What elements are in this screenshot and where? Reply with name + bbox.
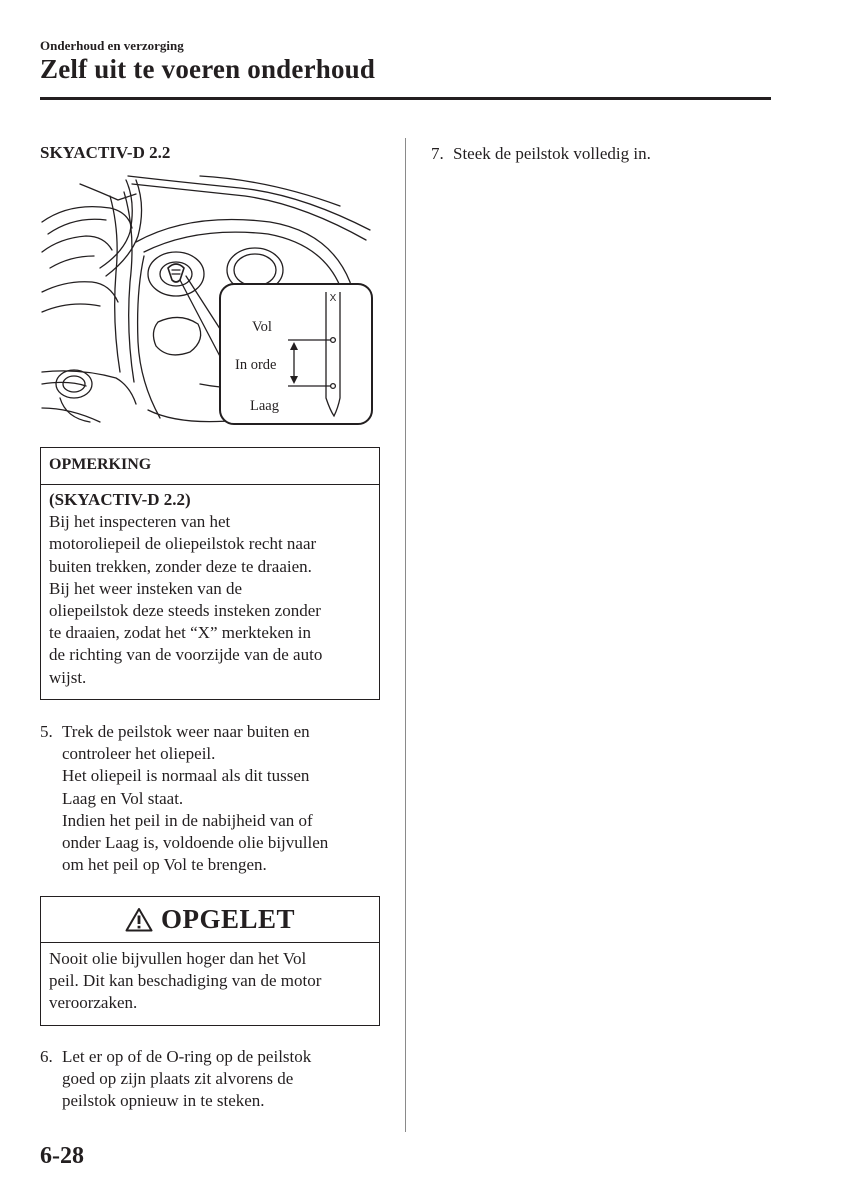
step-number: 7. [431,144,444,163]
caution-heading [41,897,379,943]
note-line: Bij het inspecteren van het [49,512,231,532]
caution-line: veroorzaken. [49,993,138,1013]
step-7 [431,143,771,165]
caution-body [41,943,379,1015]
label-in-orde: In orde [235,357,277,373]
dipstick-x-mark: X [329,293,337,304]
section-label: Onderhoud en verzorging [40,38,184,53]
step-number: 5. [40,722,53,741]
note-line: buiten trekken, zonder deze te draaien. [49,556,312,576]
note-line: te draaien, zodat het “X” merkteken in [49,623,311,643]
step-line: onder Laag is, voldoende olie bijvullen [62,833,329,853]
warning-triangle-icon [125,907,153,932]
label-vol: Vol [252,319,272,335]
step-6 [40,1046,380,1113]
step-line: om het peil op Vol te brengen. [62,855,267,875]
note-line: motoroliepeil de oliepeilstok recht naar [49,534,317,554]
column-divider [405,138,406,1132]
step-5 [40,721,380,876]
note-box [40,447,380,700]
note-line: wijst. [49,667,87,687]
note-heading: OPMERKING [41,448,379,485]
step-line: controleer het oliepeil. [62,744,216,764]
step-line: Trek de peilstok weer naar buiten en [62,722,310,741]
step-number: 6. [40,1047,53,1066]
step-line: goed op zijn plaats zit alvorens de [62,1069,294,1089]
step-line: peilstok opnieuw in te steken. [62,1091,265,1111]
title-rule [40,97,771,100]
note-body [41,485,379,689]
step-line: Indien het peil in de nabijheid van of [62,810,313,830]
step-line: Steek de peilstok volledig in. [453,144,651,163]
step-line: Laag en Vol staat. [62,788,184,808]
note-line: oliepeilstok deze steeds insteken zonder [49,601,321,621]
step-line: Let er op of de O-ring op de peilstok [62,1047,312,1066]
page-title: Zelf uit te voeren onderhoud [40,54,376,84]
note-line: Bij het weer insteken van de [49,578,243,598]
caution-box [40,896,380,1026]
engine-dipstick-illustration [40,172,380,430]
figure-heading: SKYACTIV-D 2.2 [40,143,171,162]
caution-label: OPGELET [160,904,296,934]
caution-line: Nooit olie bijvullen hoger dan het Vol [49,949,307,968]
note-subheading: (SKYACTIV-D 2.2) [49,490,191,509]
page-number: 6-28 [40,1143,84,1169]
label-laag: Laag [250,398,279,414]
note-line: de richting van de voorzijde van de auto [49,645,323,665]
step-line: Het oliepeil is normaal als dit tussen [62,766,310,786]
caution-line: peil. Dit kan beschadiging van de motor [49,971,322,991]
